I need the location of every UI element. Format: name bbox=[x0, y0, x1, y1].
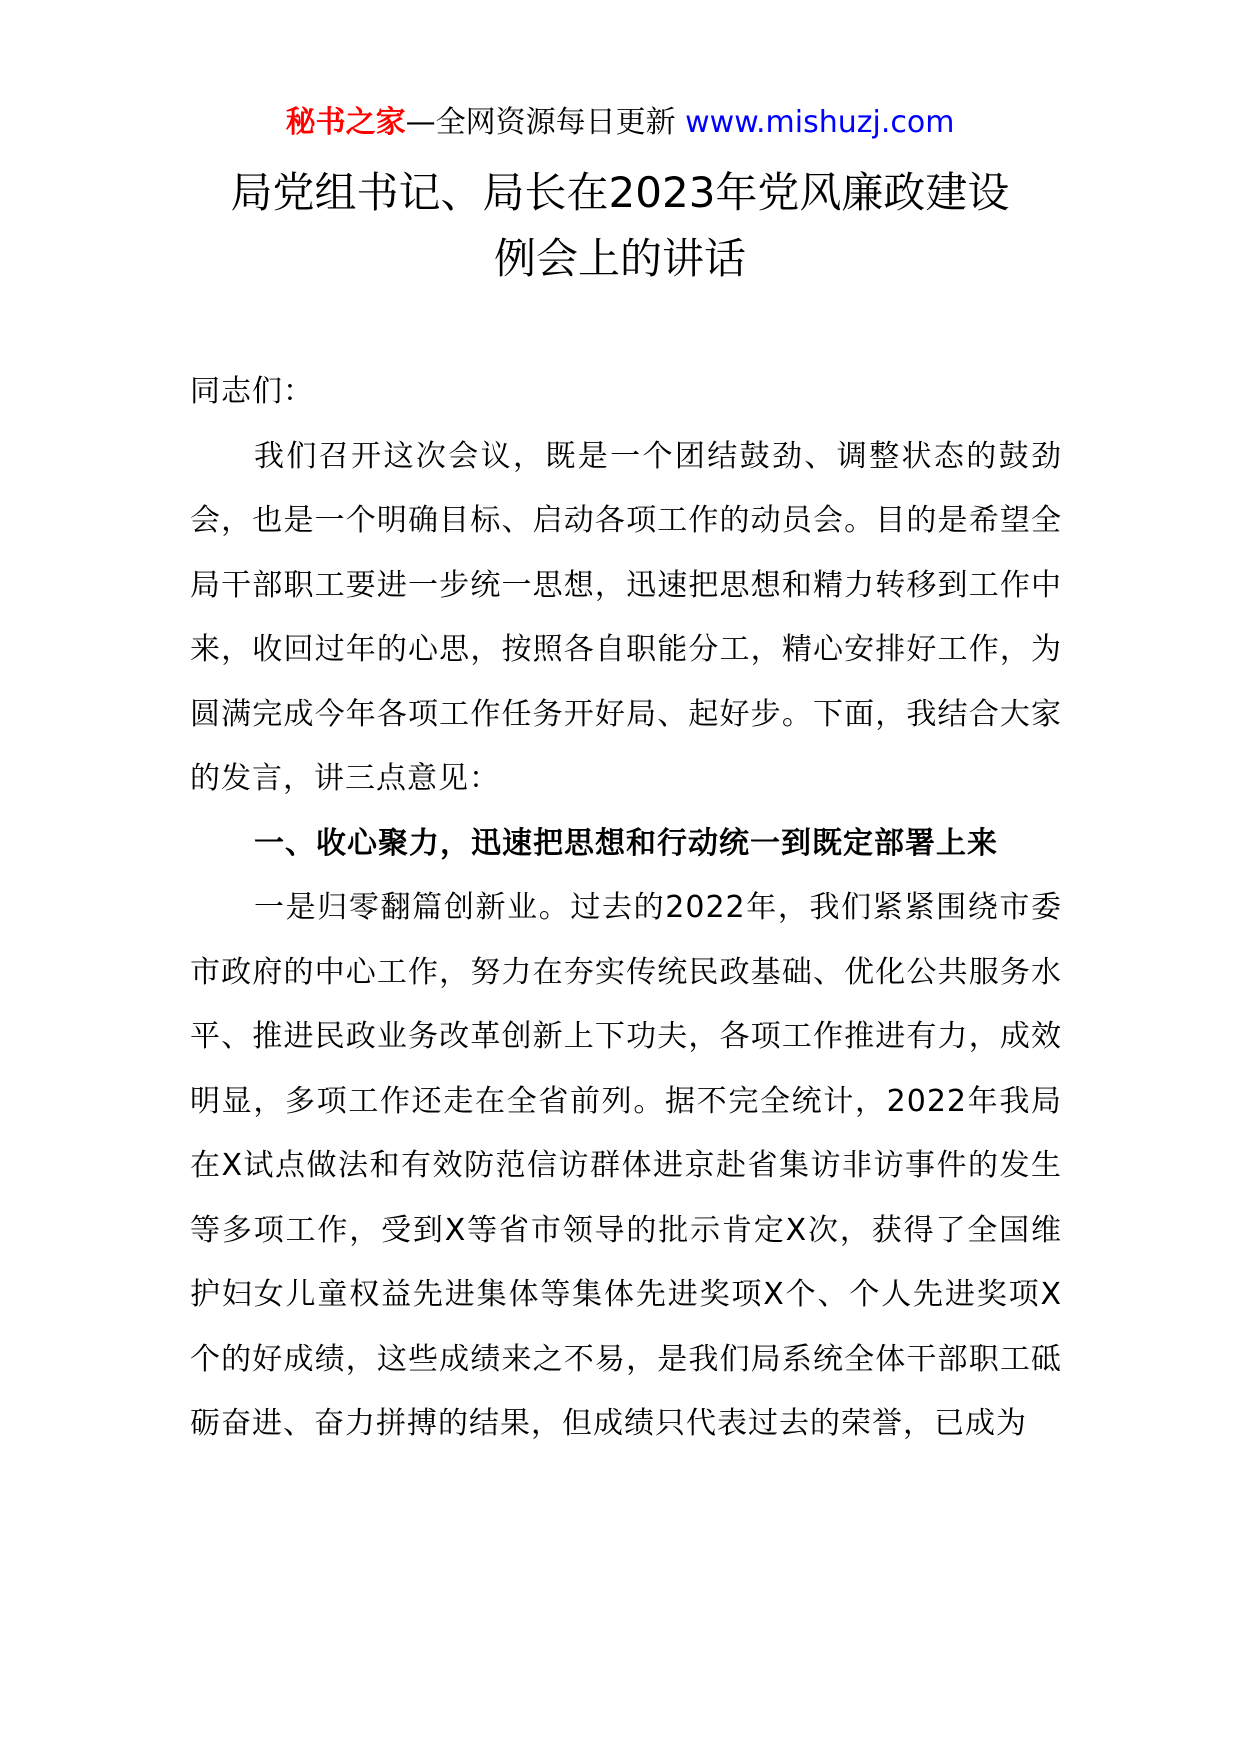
brand-name: 秘书之家 bbox=[285, 105, 406, 140]
site-header bbox=[0, 100, 1240, 146]
body-paragraph: 我们召开这次会议，既是一个团结鼓劲、调整状态的鼓劲会，也是一个明确目标、启动各项工作的动员会。目的是希望全局干部职工要进一步统一思想，迅速把思想和精力转移到工作中来，收回过年的心思，按照各自职能分工，精心安排好工作，为圆满完成今年各项工作任务开好局、起好步。下面，我结合大家的发言，讲三点意见： bbox=[190, 438, 1062, 796]
document-body bbox=[190, 360, 1062, 1457]
document-title bbox=[150, 160, 1090, 292]
site-url-link[interactable]: www.mishuzj.com bbox=[685, 105, 955, 140]
body-paragraph: 一是归零翻篇创新业。过去的2022年，我们紧紧围绕市委市政府的中心工作，努力在夯实传统民政基础、优化公共服务水平、推进民政业务改革创新上下功夫，各项工作推进有力，成效明显，多项工作还走在全省前列。据不完全统计，2022年我局在X试点做法和有效防范信访群体进京赴省集访非访事件的发生等多项工作，受到X等省市领导的批示肯定X次，获得了全国维护妇女儿童权益先进集体等集体先进奖项X个、个人先进奖项X个的好成绩，这些成绩来之不易，是我们局系统全体干部职工砥砺奋进、奋力拼搏的结果，但成绩只代表过去的荣誉，已成为 bbox=[190, 890, 1062, 1441]
section-heading: 一、收心聚力，迅速把思想和行动统一到既定部署上来 bbox=[254, 825, 998, 861]
header-tagline: —全网资源每日更新 bbox=[405, 105, 686, 140]
title-line-1: 局党组书记、局长在2023年党风廉政建设 bbox=[230, 168, 1010, 217]
salutation: 同志们： bbox=[190, 374, 314, 409]
title-line-2: 例会上的讲话 bbox=[493, 234, 746, 283]
